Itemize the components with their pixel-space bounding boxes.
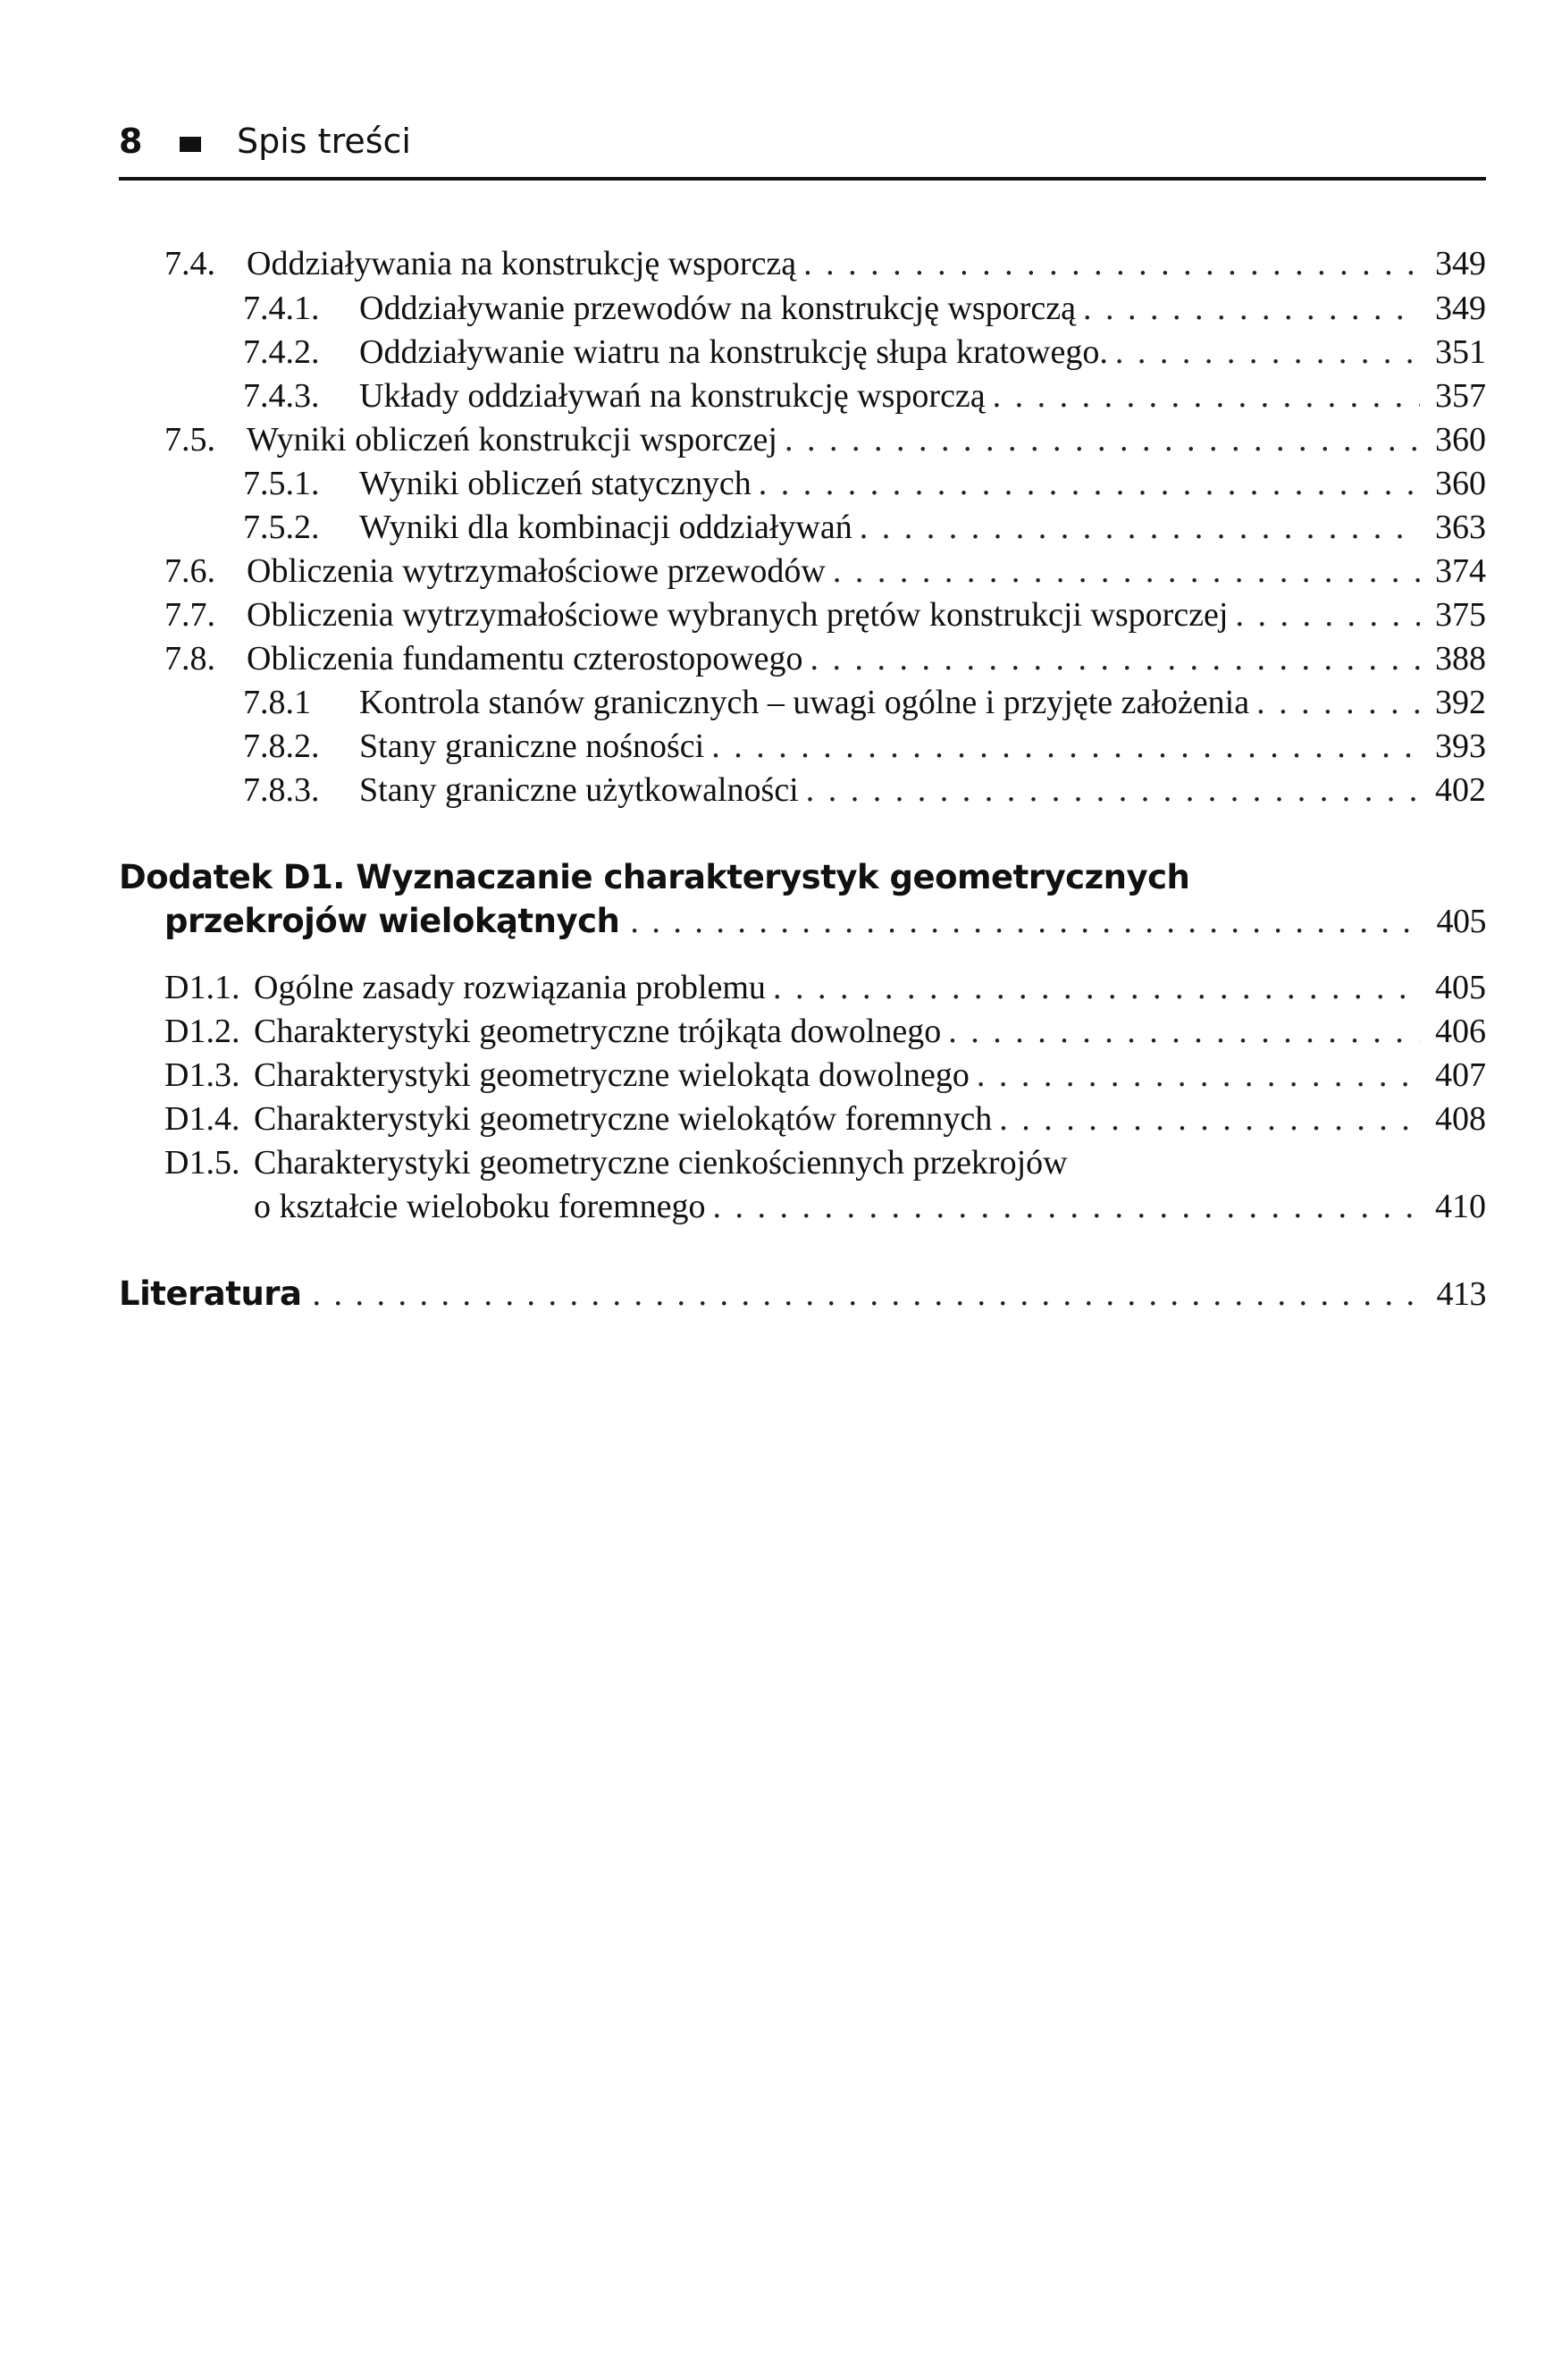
toc-entry-7-5-1[interactable] bbox=[243, 461, 1486, 506]
entry-number: 7.4.2. bbox=[243, 333, 320, 371]
entry-page: 392 bbox=[1435, 684, 1486, 721]
entry-number: D1.2. bbox=[164, 1013, 240, 1050]
literature-page: 413 bbox=[1436, 1275, 1486, 1313]
toc-entry-d1-5[interactable] bbox=[164, 1140, 1068, 1185]
dot-leader bbox=[759, 461, 1420, 506]
entry-title: Obliczenia wytrzymałościowe wybranych prętów konstrukcji wsporczej bbox=[247, 596, 1229, 634]
dot-leader bbox=[833, 549, 1420, 593]
entry-number: 7.8.3. bbox=[243, 771, 320, 809]
toc-entry-7-4-2[interactable] bbox=[243, 330, 1486, 374]
entry-title: Ogólne zasady rozwiązania problemu bbox=[254, 969, 766, 1006]
toc-entry-7-8-1[interactable] bbox=[243, 680, 1486, 725]
entry-title: Stany graniczne nośności bbox=[359, 727, 705, 765]
square-bullet-icon bbox=[180, 137, 201, 152]
entry-number: 7.5.2. bbox=[243, 509, 320, 546]
entry-page: 349 bbox=[1435, 290, 1486, 327]
entry-page: 351 bbox=[1435, 333, 1486, 371]
page-number: 8 bbox=[119, 122, 143, 161]
toc-entry-7-5[interactable] bbox=[164, 417, 1486, 462]
toc-entry-7-7[interactable] bbox=[164, 593, 1486, 637]
dot-leader bbox=[999, 1097, 1420, 1141]
dot-leader bbox=[860, 505, 1420, 550]
toc-entry-7-4-1[interactable] bbox=[243, 286, 1486, 331]
toc-entry-7-6[interactable] bbox=[164, 549, 1486, 593]
toc-entry-d1-2[interactable] bbox=[164, 1009, 1486, 1054]
running-header bbox=[119, 114, 411, 168]
entry-number: D1.5. bbox=[164, 1144, 240, 1182]
appendix-heading-line2[interactable] bbox=[164, 899, 1486, 944]
entry-number: 7.5. bbox=[164, 421, 215, 458]
dot-leader bbox=[1083, 286, 1420, 331]
dot-leader bbox=[630, 899, 1420, 944]
entry-title: Wyniki obliczeń konstrukcji wsporczej bbox=[247, 421, 777, 458]
entry-title: Charakterystyki geometryczne trójkąta dowolnego bbox=[254, 1013, 942, 1050]
dot-leader bbox=[803, 241, 1420, 286]
toc-entry-d1-4[interactable] bbox=[164, 1097, 1486, 1141]
entry-page: 405 bbox=[1435, 969, 1486, 1006]
dot-leader bbox=[948, 1009, 1420, 1054]
entry-title: Wyniki obliczeń statycznych bbox=[359, 465, 752, 502]
entry-title: Wyniki dla kombinacji oddziaływań bbox=[359, 509, 852, 546]
entry-page: 360 bbox=[1435, 421, 1486, 458]
toc-entry-d1-3[interactable] bbox=[164, 1053, 1486, 1097]
entry-number: 7.7. bbox=[164, 596, 215, 634]
entry-title-continuation: o kształcie wieloboku foremnego bbox=[254, 1188, 706, 1225]
entry-page: 374 bbox=[1435, 552, 1486, 590]
appendix-heading-continuation: przekrojów wielokątnych bbox=[164, 902, 620, 940]
appendix-page: 405 bbox=[1436, 903, 1486, 940]
entry-page: 349 bbox=[1435, 245, 1486, 282]
dot-leader bbox=[806, 768, 1420, 812]
entry-number: 7.4.1. bbox=[243, 290, 320, 327]
entry-title: Oddziaływanie wiatru na konstrukcję słupa kratowego. bbox=[359, 333, 1108, 371]
dot-leader bbox=[711, 724, 1420, 769]
dot-leader bbox=[1256, 680, 1420, 725]
entry-page: 375 bbox=[1435, 596, 1486, 634]
entry-title: Charakterystyki geometryczne wielokąta dowolnego bbox=[254, 1056, 970, 1094]
toc-entry-7-4-3[interactable] bbox=[243, 374, 1486, 418]
entry-page: 402 bbox=[1435, 771, 1486, 809]
toc-entry-d1-1[interactable] bbox=[164, 965, 1486, 1010]
dot-leader bbox=[773, 965, 1420, 1010]
entry-title: Charakterystyki geometryczne cienkościennych przekrojów bbox=[254, 1144, 1068, 1182]
toc-entry-7-4[interactable] bbox=[164, 241, 1486, 286]
entry-title: Charakterystyki geometryczne wielokątów foremnych bbox=[254, 1100, 993, 1138]
entry-number: 7.6. bbox=[164, 552, 215, 590]
entry-number: 7.4.3. bbox=[243, 377, 320, 415]
entry-title: Obliczenia fundamentu czterostopowego bbox=[247, 640, 803, 677]
toc-entry-7-5-2[interactable] bbox=[243, 505, 1486, 550]
entry-page: 408 bbox=[1435, 1100, 1486, 1138]
entry-page: 388 bbox=[1435, 640, 1486, 677]
entry-number: D1.1. bbox=[164, 969, 240, 1006]
entry-title: Stany graniczne użytkowalności bbox=[359, 771, 799, 809]
toc-entry-d1-5-continuation[interactable] bbox=[254, 1184, 1486, 1229]
entry-page: 357 bbox=[1435, 377, 1486, 415]
entry-page: 393 bbox=[1435, 727, 1486, 765]
dot-leader bbox=[1115, 330, 1420, 374]
entry-page: 406 bbox=[1435, 1013, 1486, 1050]
toc-entry-literature[interactable] bbox=[119, 1272, 1486, 1316]
dot-leader bbox=[810, 636, 1420, 681]
entry-title: Obliczenia wytrzymałościowe przewodów bbox=[247, 552, 826, 590]
dot-leader bbox=[313, 1272, 1421, 1316]
dot-leader bbox=[1235, 593, 1420, 637]
appendix-heading[interactable]: Dodatek D1. Wyznaczanie charakterystyk geometrycznych bbox=[119, 858, 1190, 896]
dot-leader bbox=[977, 1053, 1420, 1097]
entry-title: Oddziaływanie przewodów na konstrukcję wsporczą bbox=[359, 290, 1076, 327]
entry-title: Układy oddziaływań na konstrukcję wsporczą bbox=[359, 377, 986, 415]
entry-page: 363 bbox=[1435, 509, 1486, 546]
entry-number: D1.4. bbox=[164, 1100, 240, 1138]
entry-title: Oddziaływania na konstrukcję wsporczą bbox=[247, 245, 797, 282]
entry-number: 7.8.2. bbox=[243, 727, 320, 765]
entry-number: 7.5.1. bbox=[243, 465, 320, 502]
dot-leader bbox=[993, 374, 1420, 418]
entry-number: D1.3. bbox=[164, 1056, 240, 1094]
literature-title: Literatura bbox=[119, 1274, 302, 1313]
dot-leader bbox=[785, 417, 1420, 462]
header-title: Spis treści bbox=[237, 122, 411, 161]
dot-leader bbox=[712, 1184, 1420, 1229]
toc-entry-7-8-3[interactable] bbox=[243, 768, 1486, 812]
entry-page: 360 bbox=[1435, 465, 1486, 502]
entry-page: 407 bbox=[1435, 1056, 1486, 1094]
entry-page: 410 bbox=[1435, 1188, 1486, 1225]
entry-number: 7.4. bbox=[164, 245, 215, 282]
toc-entry-7-8[interactable] bbox=[164, 636, 1486, 681]
toc-entry-7-8-2[interactable] bbox=[243, 724, 1486, 769]
entry-number: 7.8. bbox=[164, 640, 215, 677]
entry-number: 7.8.1 bbox=[243, 684, 311, 721]
entry-title: Kontrola stanów granicznych – uwagi ogólne i przyjęte założenia bbox=[359, 684, 1250, 721]
header-rule bbox=[119, 177, 1486, 181]
